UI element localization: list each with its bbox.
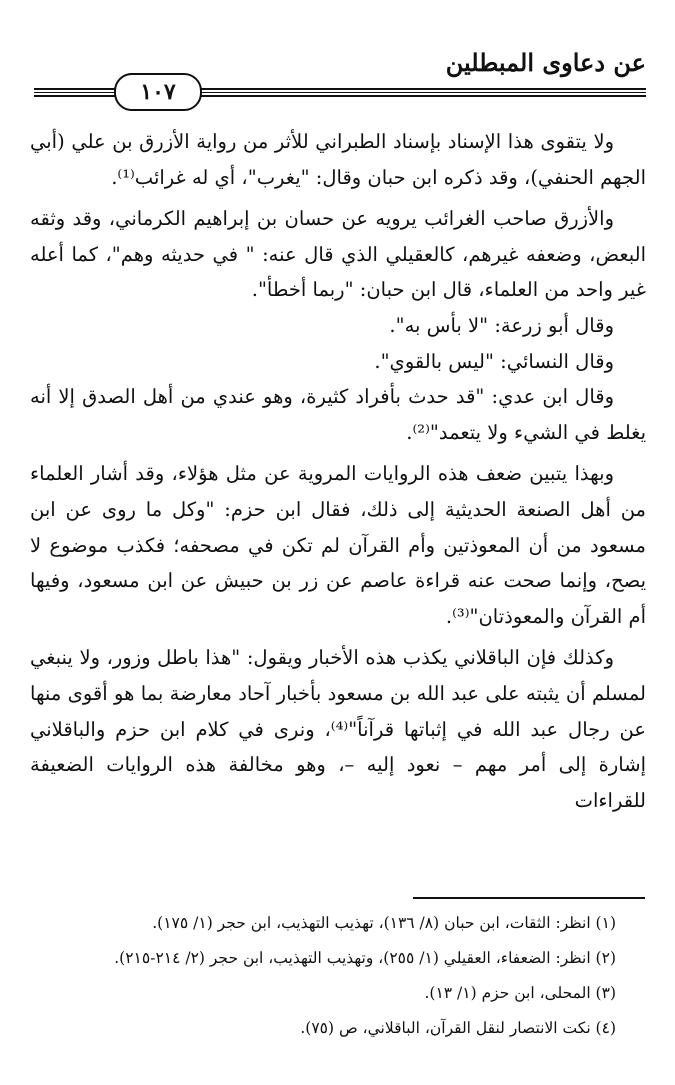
footnote: (٣) المحلى، ابن حزم (١/ ١٣).	[424, 984, 616, 1002]
footnote-separator	[413, 897, 645, 899]
paragraph: وقال النسائي: "ليس بالقوي".	[374, 349, 614, 373]
footnote: (١) انظر: الثقات، ابن حبان (٨/ ١٣٦)، تهذيب التهذيب، ابن حجر (١/ ١٧٥).	[152, 914, 616, 932]
paragraph: وقال ابن عدي: "قد حدث بأفراد كثيرة، وهو عندي من أهل الصدق إلا أنه يغلط في الشيء ولا يتعمد"⁽²⁾.	[30, 385, 646, 444]
page-number: ١٠٧	[114, 73, 202, 111]
paragraph: وكذلك فإن الباقلاني يكذب هذه الأخبار ويقول: "هذا باطل وزور، ولا ينبغي لمسلم أن يثبته على عبد الله بن مسعود بأخبار آحاد معارضة بما هو أقوى منها عن رجال عبد الله في إثباتها قرآناً"⁽⁴⁾، ونرى في كلام ابن حزم والباقلاني إشارة إلى أمر مهم – نعود إليه –، وهو مخالفة هذه الروايات الضعيفة للقراءات	[30, 646, 646, 812]
footnote: (٤) نكت الانتصار لنقل القرآن، الباقلاني، ص (٧٥).	[300, 1019, 616, 1037]
paragraph: وبهذا يتبين ضعف هذه الروايات المروية عن مثل هؤلاء، وقد أشار العلماء من أهل الصنعة الحديثية إلى ذلك، فقال ابن حزم: "وكل ما روى عن ابن مسعود من أن المعوذتين وأم القرآن لم تكن في مصحفه؛ فكذب موضوع لا يصح، وإنما صحت عنه قراءة عاصم عن زر بن حبيش عن ابن مسعود، وفيها أم القرآن والمعوذتان"⁽³⁾.	[30, 462, 646, 628]
footnotes	[30, 906, 630, 1046]
paragraph: والأزرق صاحب الغرائب يرويه عن حسان بن إبراهيم الكرماني، وقد وثقه البعض، وضعفه غيرهم، كالعقيلي الذي قال عنه: " في حديثه وهم"، كما أعله غير واحد من العلماء، قال ابن حبان: "ربما أخطأ".	[30, 207, 646, 302]
footnote: (٢) انظر: الضعفاء، العقيلي (١/ ٢٥٥)، وتهذيب التهذيب، ابن حجر (٢/ ٢١٤-٢١٥).	[114, 949, 616, 967]
page-header	[34, 40, 646, 110]
paragraph: وقال أبو زرعة: "لا بأس به".	[389, 313, 614, 337]
paragraph: ولا يتقوى هذا الإسناد بإسناد الطبراني للأثر من رواية الأزرق بن علي (أبي الجهم الحنفي)، وقد ذكره ابن حبان وقال: "يغرب"، أي له غرائب⁽¹⁾.	[30, 130, 646, 189]
body-text	[30, 124, 646, 818]
running-title: عن دعاوى المبطلين	[445, 48, 646, 77]
